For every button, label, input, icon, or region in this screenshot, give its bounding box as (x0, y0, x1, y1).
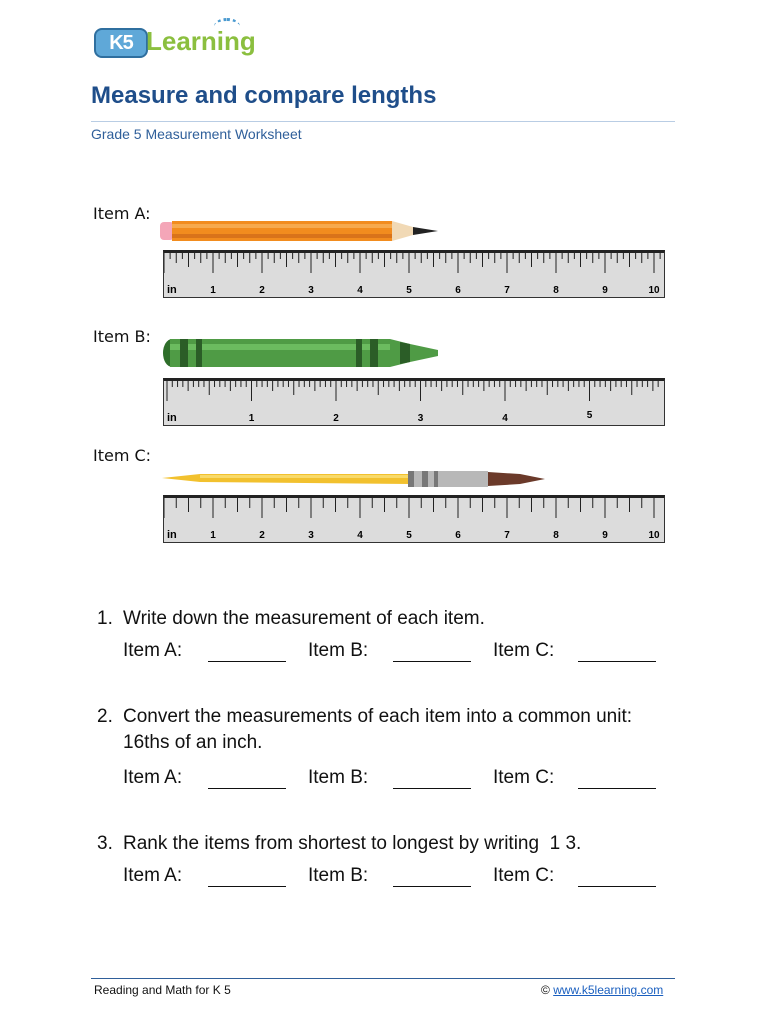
answer-1-item-c-label: Item C: (493, 640, 555, 661)
pencil-icon (158, 218, 443, 246)
ruler-number-label: 2 (259, 530, 265, 541)
logo-wordmark: Learning (146, 26, 256, 56)
answer-1-item-b-blank[interactable] (393, 640, 471, 662)
ruler-number-label: 6 (455, 285, 461, 296)
ruler-number-label: 8 (553, 285, 559, 296)
ruler-number-label: 6 (455, 530, 461, 541)
answer-1-item-a-label: Item A: (123, 640, 183, 661)
ruler-number-label: 2 (333, 413, 339, 424)
ruler-c (163, 495, 665, 543)
paintbrush-icon (160, 464, 550, 492)
ruler-number-label: 4 (357, 530, 363, 541)
item-c-label: Item C: (93, 446, 152, 465)
ruler-c-scale (164, 498, 664, 542)
answer-1-item-a-blank[interactable] (208, 640, 286, 662)
ruler-number-label: 3 (308, 530, 314, 541)
item-b-label: Item B: (93, 327, 151, 346)
answer-2-item-c-blank[interactable] (578, 767, 656, 789)
ruler-number-label: 2 (259, 285, 265, 296)
question-2-text-line2: 16ths of an inch. (123, 732, 263, 753)
copyright-symbol: © (541, 983, 550, 997)
footer-copyright (541, 983, 663, 997)
page-subtitle: Grade 5 Measurement Worksheet (91, 126, 302, 142)
crayon-icon (160, 336, 445, 372)
ruler-number-label: 3 (308, 285, 314, 296)
ruler-number-label: 1 (248, 413, 255, 424)
ruler-number-label: 7 (504, 285, 510, 296)
ruler-number-label: 10 (648, 285, 660, 296)
answer-2-item-b-blank[interactable] (393, 767, 471, 789)
ruler-number-label: 5 (406, 530, 412, 541)
answer-3-item-b-blank[interactable] (393, 865, 471, 887)
k5-learning-logo (92, 14, 262, 60)
logo-k5-badge: K5 (94, 28, 148, 58)
ruler-a-scale (164, 253, 664, 297)
ruler-number-label: 4 (502, 413, 508, 424)
page-title: Measure and compare lengths (91, 82, 437, 109)
logo-arc-icon (214, 18, 240, 35)
ruler-unit-label: in (167, 412, 177, 424)
ruler-number-label: 5 (406, 285, 412, 296)
answer-3-item-c-label: Item C: (493, 865, 555, 886)
ruler-number-label: 7 (504, 530, 510, 541)
ruler-number-label: 9 (602, 530, 608, 541)
ruler-b-scale (164, 381, 664, 425)
answer-2-item-a-blank[interactable] (208, 767, 286, 789)
ruler-a (163, 250, 665, 298)
answer-3-item-a-blank[interactable] (208, 865, 286, 887)
ruler-number-label: 9 (602, 285, 608, 296)
answer-2-item-a-label: Item A: (123, 767, 183, 788)
item-a-label: Item A: (93, 204, 151, 223)
answer-3-item-a-label: Item A: (123, 865, 183, 886)
question-2-number: 2. (97, 706, 113, 727)
ruler-number-label: 1 (210, 285, 216, 296)
question-1-text: Write down the measurement of each item. (123, 608, 485, 629)
ruler-unit-label: in (167, 529, 177, 541)
answer-1-item-c-blank[interactable] (578, 640, 656, 662)
ruler-number-label: 8 (553, 530, 559, 541)
answer-2-item-c-label: Item C: (493, 767, 555, 788)
footer-divider (91, 978, 675, 979)
footer-link[interactable]: www.k5learning.com (553, 983, 664, 997)
ruler-number-label: 3 (417, 413, 424, 424)
question-2-text: Convert the measurements of each item into a common unit: (123, 706, 633, 727)
answer-3-item-b-label: Item B: (308, 865, 369, 886)
ruler-number-label: 5 (586, 410, 593, 421)
ruler-b (163, 378, 665, 426)
answer-3-item-c-blank[interactable] (578, 865, 656, 887)
answer-2-item-b-label: Item B: (308, 767, 369, 788)
question-3-number: 3. (97, 833, 113, 854)
ruler-number-label: 10 (648, 530, 660, 541)
ruler-unit-label: in (167, 284, 177, 296)
question-1-number: 1. (97, 608, 113, 629)
answer-1-item-b-label: Item B: (308, 640, 369, 661)
header-divider (91, 121, 675, 122)
ruler-number-label: 4 (357, 285, 363, 296)
footer-text: Reading and Math for K 5 (94, 983, 231, 997)
question-3-text: Rank the items from shortest to longest by writing 1 3. (123, 833, 582, 854)
ruler-number-label: 1 (210, 530, 216, 541)
